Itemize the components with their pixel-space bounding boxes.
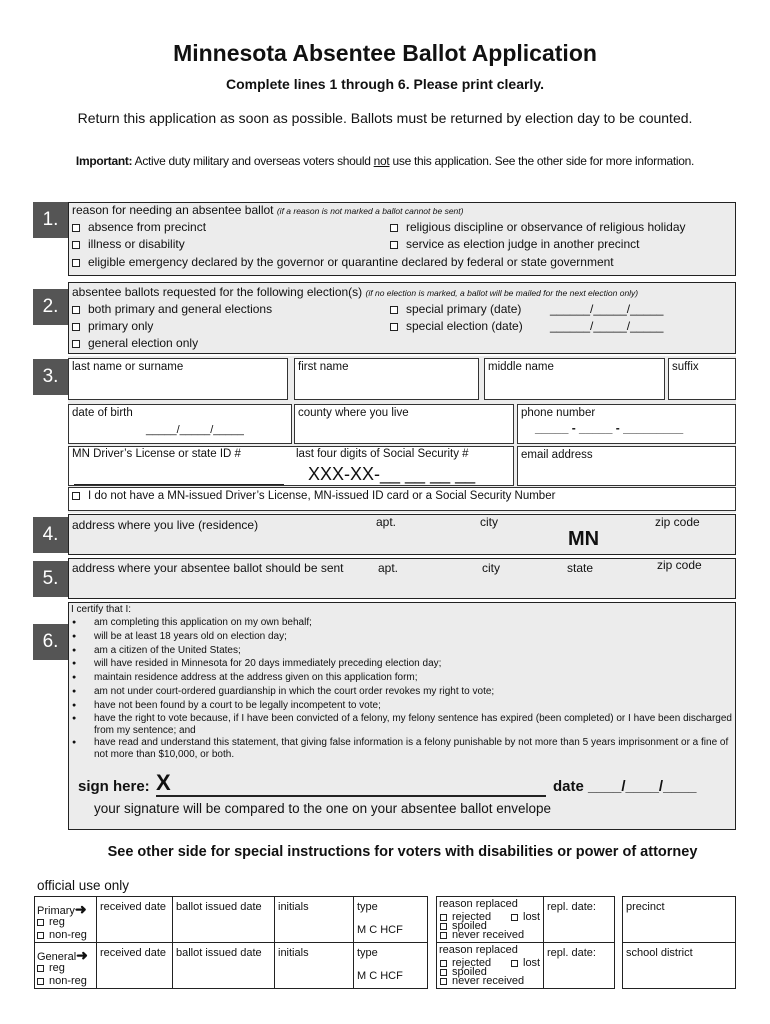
section-number-1: 1.	[33, 202, 68, 238]
list-item: ● am a citizen of the United States;	[70, 644, 735, 658]
rejected-option[interactable]: rejected	[440, 957, 491, 969]
general-label: General➜	[37, 947, 88, 963]
lost-option[interactable]: lost	[511, 957, 540, 969]
initials-label: initials	[278, 901, 309, 913]
form-subtitle: Complete lines 1 through 6. Please print clearly.	[226, 76, 544, 92]
section-number-3: 3.	[33, 359, 68, 395]
repl-date-label: repl. date:	[547, 901, 596, 913]
lost-option[interactable]: lost	[511, 911, 540, 923]
license-line	[74, 484, 284, 485]
form-title: Minnesota Absentee Ballot Application	[173, 40, 597, 66]
received-date-label: received date	[100, 947, 167, 959]
elections-heading: absentee ballots requested for the following election(s) (if no election is marked, a ballot will be mailed for the next election only)	[72, 285, 639, 299]
list-item: ● have read and understand this statement, that giving false information is a felony punishable by not more than 5 years imprisonment or a fine of not more than $10,000, or both.	[70, 737, 735, 761]
checkbox[interactable]	[37, 919, 44, 926]
school-district-label: school district	[626, 947, 693, 959]
mailing-state: state	[567, 561, 594, 575]
reason-heading: reason for needing an absentee ballot (if a reason is not marked a ballot cannot be sent)	[72, 203, 464, 217]
official-use-label: official use only	[37, 878, 130, 893]
section-number-4: 4.	[33, 517, 68, 553]
checkbox[interactable]	[72, 259, 80, 267]
election-general-only[interactable]: general election only	[72, 336, 198, 350]
election-primary-only[interactable]: primary only	[72, 319, 153, 333]
phone-field[interactable]: phone number	[517, 404, 736, 444]
dob-blank: _____/_____/_____	[146, 424, 244, 436]
election-both[interactable]: both primary and general elections	[72, 302, 272, 316]
list-item: ● am not under court-ordered guardianship in which the court order revokes my right to vote;	[70, 685, 735, 699]
reason-religious[interactable]: religious discipline or observance of religious holiday	[390, 220, 686, 234]
ssn-blank[interactable]: XXX-XX-__ __ __ __	[308, 464, 476, 484]
checkbox[interactable]	[72, 340, 80, 348]
list-item: ● have the right to vote because, if I have been convicted of a felony, my felony sentence has expired (been completed) or I have been discharged from my sentence; and	[70, 713, 735, 737]
table-divider	[172, 896, 173, 989]
primary-label: Primary➜	[37, 901, 87, 917]
list-item: ● maintain residence address at the address given on this application form;	[70, 671, 735, 685]
signature-date[interactable]: date ____/____/____	[553, 778, 697, 795]
list-item: ● will be at least 18 years old on election day;	[70, 630, 735, 644]
ballot-issued-date-label: ballot issued date	[176, 901, 262, 913]
residence-state: MN	[568, 528, 600, 550]
residence-label: address where you live (residence)	[72, 518, 259, 532]
checkbox[interactable]	[511, 960, 518, 967]
precinct-label: precinct	[626, 901, 665, 913]
email-field[interactable]: email address	[517, 446, 736, 486]
checkbox[interactable]	[72, 241, 80, 249]
ssn-label: last four digits of Social Security #	[296, 448, 469, 460]
signature-x-mark: X	[156, 770, 171, 795]
spoiled-option[interactable]: spoiled	[440, 920, 487, 932]
table-divider	[543, 896, 544, 989]
certification-list	[70, 616, 735, 761]
mailing-label: address where your absentee ballot should be sent	[72, 561, 344, 575]
received-date-label: received date	[100, 901, 167, 913]
arrow-right-icon: ➜	[76, 947, 88, 963]
reason-replaced-label: reason replaced	[439, 898, 518, 910]
type-values: M C HCF	[357, 970, 403, 982]
table-divider	[622, 942, 736, 943]
checkbox[interactable]	[511, 914, 518, 921]
section-number-2: 2.	[33, 289, 68, 325]
general-non-reg[interactable]: non-reg	[37, 975, 87, 987]
suffix-field[interactable]: suffix	[668, 358, 736, 400]
last-name-field[interactable]: last name or surname	[68, 358, 288, 400]
special-election-date[interactable]: ______/_____/_____	[550, 319, 664, 333]
primary-reg[interactable]: reg	[37, 916, 65, 928]
general-reg[interactable]: reg	[37, 962, 65, 974]
special-election-option[interactable]: special election (date)	[390, 319, 523, 333]
special-primary-option[interactable]: special primary (date)	[390, 302, 521, 316]
reason-election-judge[interactable]: service as election judge in another precinct	[390, 237, 639, 251]
list-item: ● will have resided in Minnesota for 20 days immediately preceding election day;	[70, 657, 735, 671]
middle-name-field[interactable]: middle name	[484, 358, 665, 400]
sign-here-label: sign here:	[78, 778, 150, 795]
no-id-option[interactable]: I do not have a MN-issued Driver’s License, MN-issued ID card or a Social Security Number	[68, 487, 736, 511]
ballot-issued-date-label: ballot issued date	[176, 947, 262, 959]
reason-replaced-label: reason replaced	[439, 944, 518, 956]
first-name-field[interactable]: first name	[294, 358, 479, 400]
residence-apt: apt.	[376, 515, 397, 529]
checkbox[interactable]	[72, 306, 80, 314]
type-label: type	[357, 947, 378, 959]
signature-compare-note: your signature will be compared to the one on your absentee ballot envelope	[94, 801, 552, 816]
checkbox[interactable]	[390, 241, 398, 249]
mailing-apt: apt.	[378, 561, 399, 575]
mailing-zip: zip code	[657, 558, 702, 572]
rejected-option[interactable]: rejected	[440, 911, 491, 923]
table-divider	[34, 942, 428, 943]
table-divider	[353, 896, 354, 989]
table-divider	[96, 896, 97, 989]
special-instructions-note: See other side for special instructions for voters with disabilities or power of attorney	[107, 844, 698, 860]
phone-blank: _____ - _____ - _________	[535, 421, 684, 435]
important-note: Important: Active duty military and overseas voters should not use this application. See the other side for more information.	[75, 154, 695, 168]
reason-absence[interactable]: absence from precinct	[72, 220, 206, 234]
residence-city: city	[480, 515, 498, 529]
certify-heading: I certify that I:	[71, 604, 132, 615]
never-received-option[interactable]: never received	[440, 975, 524, 987]
initials-label: initials	[278, 947, 309, 959]
checkbox[interactable]	[72, 323, 80, 331]
license-label: MN Driver’s License or state ID #	[72, 448, 241, 460]
reason-emergency[interactable]: eligible emergency declared by the governor or quarantine declared by federal or state government	[72, 255, 614, 269]
checkbox[interactable]	[37, 932, 44, 939]
mailing-city: city	[482, 561, 500, 575]
primary-non-reg[interactable]: non-reg	[37, 929, 87, 941]
checkbox[interactable]	[72, 492, 80, 500]
signature-line[interactable]	[156, 795, 546, 797]
type-label: type	[357, 901, 378, 913]
list-item: ● am completing this application on my own behalf;	[70, 616, 735, 630]
checkbox[interactable]	[72, 224, 80, 232]
residence-zip: zip code	[655, 515, 700, 529]
never-received-option[interactable]: never received	[440, 929, 524, 941]
section-number-6: 6.	[33, 624, 68, 660]
date-of-birth-field[interactable]: date of birth	[68, 404, 292, 444]
checkbox[interactable]	[440, 978, 447, 985]
reason-illness[interactable]: illness or disability	[72, 237, 185, 251]
table-divider	[274, 896, 275, 989]
checkbox[interactable]	[390, 224, 398, 232]
checkbox[interactable]	[37, 978, 44, 985]
return-instructions: Return this application as soon as possible. Ballots must be returned by election day to be counted.	[77, 110, 693, 126]
county-field[interactable]: county where you live	[294, 404, 514, 444]
section-number-5: 5.	[33, 561, 68, 597]
special-primary-date[interactable]: ______/_____/_____	[550, 302, 664, 316]
spoiled-option[interactable]: spoiled	[440, 966, 487, 978]
checkbox[interactable]	[390, 323, 398, 331]
list-item: ● have not been found by a court to be legally incompetent to vote;	[70, 699, 735, 713]
arrow-right-icon: ➜	[74, 901, 87, 917]
table-divider	[436, 942, 615, 943]
repl-date-label: repl. date:	[547, 947, 596, 959]
checkbox[interactable]	[37, 965, 44, 972]
checkbox[interactable]	[390, 306, 398, 314]
checkbox[interactable]	[440, 932, 447, 939]
type-values: M C HCF	[357, 924, 403, 936]
